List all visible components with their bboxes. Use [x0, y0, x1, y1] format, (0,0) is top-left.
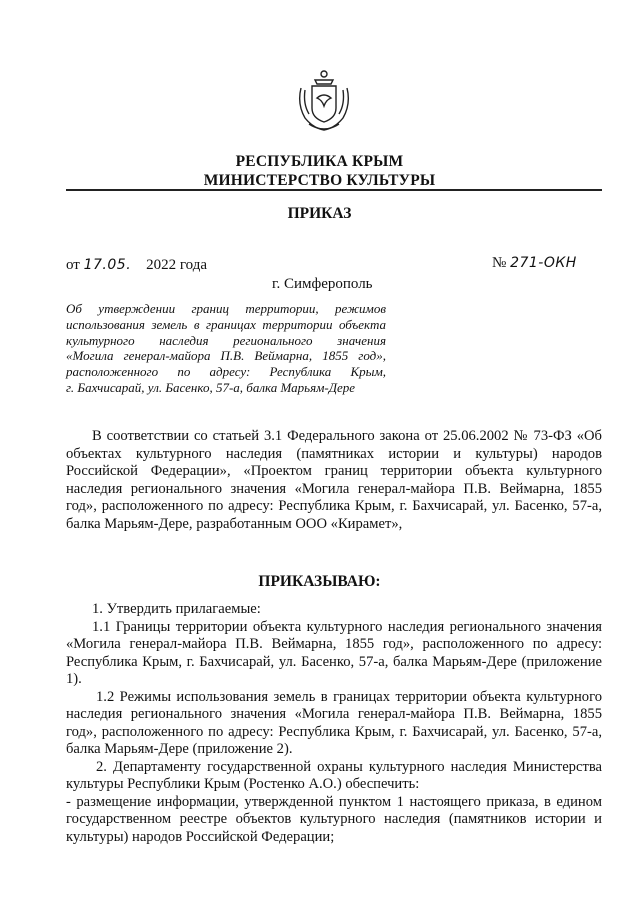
item-1-1: 1.1 Границы территории объекта культурного наследия регионального значения «Могила генерал-майора П.В. Веймарна, 1855 год», расположенного по адресу: Республика Крым, г. Бахчисарай, ул. Басенко, 57-а, балка Марьям-Дере (приложение 1). — [66, 618, 602, 687]
subject-line: расположенного по адресу: Республика Крым, — [66, 364, 386, 380]
handwritten-number: 271-ОКН — [510, 255, 577, 271]
order-number — [492, 255, 577, 272]
header-rule — [66, 189, 602, 191]
order-items — [66, 601, 602, 846]
ministry-name: МИНИСТЕРСТВО КУЛЬТУРЫ — [203, 172, 436, 189]
subject-line: использования земель в границах территории объекта — [66, 316, 386, 332]
subject-line: г. Бахчисарай, ул. Басенко, 57-а, балка Марьям-Дере — [66, 379, 356, 395]
handwritten-date: 17.05. — [83, 257, 132, 273]
item-2: 2. Департаменту государственной охраны культурного наследия Министерства культуры Республики Крым (Ростенко А.О.) обеспечить: — [66, 758, 602, 792]
subject-line: культурного наследия регионального значения — [66, 332, 386, 348]
republic-name: РЕСПУБЛИКА КРЫМ — [235, 153, 404, 170]
coat-of-arms-emblem — [295, 68, 353, 134]
order-subject — [66, 301, 386, 396]
date-year: 2022 года — [146, 257, 208, 273]
item-1: 1. Утвердить прилагаемые: — [92, 601, 261, 617]
city: г. Симферополь — [272, 276, 373, 292]
preamble-paragraph: В соответствии со статьей 3.1 Федерального закона от 25.06.2002 № 73-ФЗ «Об объектах культурного наследия (памятниках истории и культуры) народов Российской Федерации», «Проектом границ территории объекта культурного наследия регионального значения «Могила генерал-майора П.В. Веймарна, 1855 год», расположенного по адресу: Республика Крым, г. Бахчисарай, ул. Басенко, 57-а, балка Марьям-Дере, разработанным ООО «Кирамет», — [66, 428, 602, 532]
document-title: ПРИКАЗ — [287, 205, 352, 222]
item-1-2: 1.2 Режимы использования земель в границах территории объекта культурного наследия регионального значения «Могила генерал-майора П.В. Веймарна, 1855 год», расположенного по адресу: Республика Крым, г. Бахчисарай, ул. Басенко, 57-а, балка Марьям-Дере (приложение 2). — [66, 688, 602, 757]
subject-line: Об утверждении границ территории, режимов — [66, 301, 386, 316]
order-date — [66, 257, 207, 274]
date-prefix: от — [66, 257, 80, 273]
subject-line: «Могила генерал-майора П.В. Веймарна, 1855 год», — [66, 348, 386, 364]
number-prefix: № — [492, 255, 507, 271]
order-word: ПРИКАЗЫВАЮ: — [258, 573, 381, 590]
item-2-bullet: - размещение информации, утвержденной пунктом 1 настоящего приказа, в едином государственном реестре объектов культурного наследия (памятников истории и культуры) народов Российской Федерации; — [66, 793, 602, 845]
